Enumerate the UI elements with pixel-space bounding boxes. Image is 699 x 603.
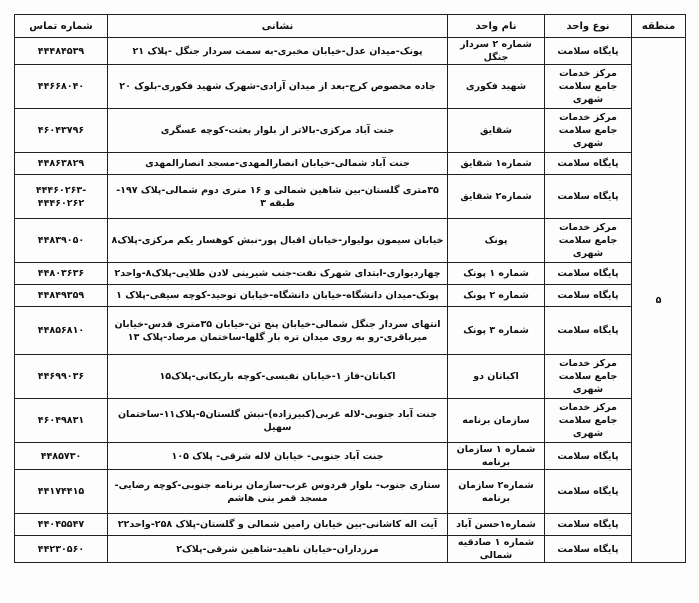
name-cell: شماره۱ شقایق — [448, 153, 545, 175]
phone-cell: -۴۴۴۶۰۲۶۳ ۴۴۴۶۰۲۶۲ — [15, 175, 108, 219]
address-cell: اکباتان-فاز ۱-خیابان نفیسی-کوچه باریکانی-پلاک۱۵ — [108, 355, 448, 399]
name-cell: شماره ۱ سازمان برنامه — [448, 443, 545, 470]
type-cell: مرکز خدمات جامع سلامت شهری — [545, 399, 632, 443]
table-row — [15, 219, 686, 263]
address-cell: ۳۵متری گلستان-بین شاهین شمالی و ۱۶ متری دوم شمالی-پلاک ۱۹۷-طبقه ۳ — [108, 175, 448, 219]
name-cell: شماره ۲ پونک — [448, 285, 545, 307]
type-cell: مرکز خدمات جامع سلامت شهری — [545, 355, 632, 399]
name-cell: شماره ۱ پونک — [448, 263, 545, 285]
address-cell: مرزداران-خیابان ناهید-شاهین شرقی-پلاک۲ — [108, 536, 448, 563]
phone-cell: ۴۴۸۵۷۳۰ — [15, 443, 108, 470]
phone-cell: ۴۴۸۵۶۸۱۰ — [15, 307, 108, 355]
header-phone: شماره تماس — [15, 15, 108, 38]
type-cell: پایگاه سلامت — [545, 175, 632, 219]
address-cell: پونک-میدان دانشگاه-خیابان دانشگاه-خیابان توحید-کوچه سیفی-پلاک ۱ — [108, 285, 448, 307]
phone-cell: ۴۴۶۹۹۰۳۶ — [15, 355, 108, 399]
table-row — [15, 355, 686, 399]
phone-cell: ۴۶۰۴۹۸۳۱ — [15, 399, 108, 443]
phone-cell: ۴۴۸۶۳۸۲۹ — [15, 153, 108, 175]
type-cell: پایگاه سلامت — [545, 443, 632, 470]
type-cell: پایگاه سلامت — [545, 307, 632, 355]
table-row — [15, 153, 686, 175]
name-cell: شماره ۱ صادقیه شمالی — [448, 536, 545, 563]
table-row — [15, 399, 686, 443]
phone-cell: ۴۴۸۴۹۳۵۹ — [15, 285, 108, 307]
address-cell: چهاردیواری-ابتدای شهرک نفت-جنب شیرینی لادن طلایی-پلاک۸-واحد۲ — [108, 263, 448, 285]
table-row — [15, 443, 686, 470]
address-cell: جنت آباد جنوبی- خیابان لاله شرقی- پلاک ۱۰۵ — [108, 443, 448, 470]
name-cell: پونک — [448, 219, 545, 263]
header-row — [15, 15, 686, 38]
table-row — [15, 307, 686, 355]
phone-cell: ۴۴۲۳۰۵۶۰ — [15, 536, 108, 563]
phone-cell: ۴۴۶۶۸۰۴۰ — [15, 65, 108, 109]
table-row — [15, 175, 686, 219]
table-row — [15, 285, 686, 307]
address-cell: جاده مخصوص کرج-بعد از میدان آزادی-شهرک شهید فکوری-بلوک ۲۰ — [108, 65, 448, 109]
table-body — [15, 38, 686, 563]
name-cell: شماره۲ سازمان برنامه — [448, 470, 545, 514]
region-cell: ۵ — [632, 38, 686, 563]
table-row — [15, 109, 686, 153]
phone-cell: ۴۶۰۴۳۷۹۶ — [15, 109, 108, 153]
health-centers-table — [14, 14, 686, 563]
type-cell: پایگاه سلامت — [545, 263, 632, 285]
phone-cell: ۴۴۱۷۴۴۱۵ — [15, 470, 108, 514]
name-cell: شماره ۲ سردار جنگل — [448, 38, 545, 65]
type-cell: پایگاه سلامت — [545, 285, 632, 307]
type-cell: پایگاه سلامت — [545, 470, 632, 514]
name-cell: شماره۱حسن آباد — [448, 514, 545, 536]
address-cell: انتهای سردار جنگل شمالی-خیابان پنج تن-خیابان ۳۵متری قدس-خیابان میرباقری-رو به روی میدان تره بار گلها-ساختمان مرصاد-پلاک ۱۳ — [108, 307, 448, 355]
table-row — [15, 263, 686, 285]
phone-cell: ۴۴۸۰۳۶۳۶ — [15, 263, 108, 285]
address-cell: پونک-میدان عدل-خیابان مخبری-به سمت سردار جنگل -پلاک ۲۱ — [108, 38, 448, 65]
table-row — [15, 65, 686, 109]
address-cell: جنت آباد شمالی-خیابان انصارالمهدی-مسجد انصارالمهدی — [108, 153, 448, 175]
type-cell: مرکز خدمات جامع سلامت شهری — [545, 65, 632, 109]
name-cell: سازمان برنامه — [448, 399, 545, 443]
address-cell: ستاری جنوب- بلوار فردوس غرب-سازمان برنامه جنوبی-کوچه رضایی- مسجد قمر بنی هاشم — [108, 470, 448, 514]
table-row — [15, 514, 686, 536]
phone-cell: ۴۴۴۸۴۵۳۹ — [15, 38, 108, 65]
name-cell: شماره ۳ پونک — [448, 307, 545, 355]
address-cell: جنت آباد مرکزی-بالاتر از بلوار بعثت-کوچه عسگری — [108, 109, 448, 153]
header-name: نام واحد — [448, 15, 545, 38]
type-cell: پایگاه سلامت — [545, 153, 632, 175]
header-region: منطقه — [632, 15, 686, 38]
type-cell: مرکز خدمات جامع سلامت شهری — [545, 109, 632, 153]
name-cell: شماره۲ شقایق — [448, 175, 545, 219]
table-row — [15, 536, 686, 563]
header-address: نشانی — [108, 15, 448, 38]
name-cell: شقایق — [448, 109, 545, 153]
table-row — [15, 38, 686, 65]
type-cell: مرکز خدمات جامع سلامت شهری — [545, 219, 632, 263]
address-cell: جنت آباد جنوبی-لاله غربی(کبیرزاده)-نبش گلستان۵-پلاک۱۱-ساختمان سهیل — [108, 399, 448, 443]
phone-cell: ۴۴۸۳۹۰۵۰ — [15, 219, 108, 263]
table-row — [15, 470, 686, 514]
header-type: نوع واحد — [545, 15, 632, 38]
type-cell: پایگاه سلامت — [545, 514, 632, 536]
name-cell: شهید فکوری — [448, 65, 545, 109]
name-cell: اکباتان دو — [448, 355, 545, 399]
type-cell: پایگاه سلامت — [545, 38, 632, 65]
address-cell: آیت اله کاشانی-بین خیابان رامین شمالی و گلستان-پلاک ۲۵۸-واحد۲۲ — [108, 514, 448, 536]
phone-cell: ۴۴۰۴۵۵۴۷ — [15, 514, 108, 536]
address-cell: خیابان سیمون بولیوار-خیابان اقبال پور-نبش کوهسار یکم مرکزی-پلاک۸ — [108, 219, 448, 263]
type-cell: پایگاه سلامت — [545, 536, 632, 563]
